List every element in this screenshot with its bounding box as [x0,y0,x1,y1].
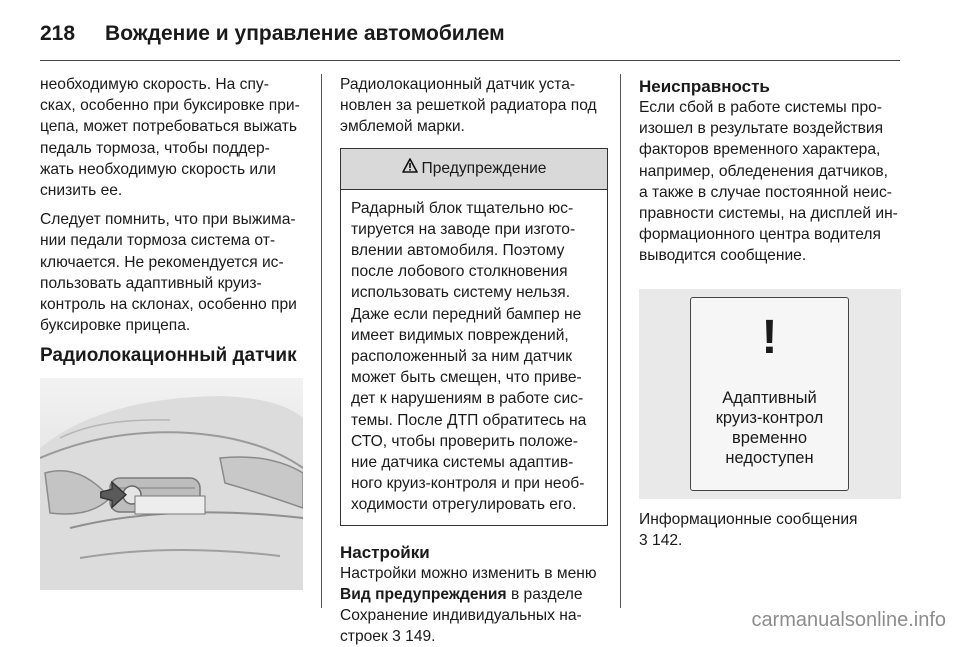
column-divider-2 [620,74,621,608]
settings-paragraph [340,563,608,647]
warning-header [341,149,607,190]
column-1 [40,74,308,590]
text-line: Сохранение индивидуальных на- [340,607,582,625]
text-line: расположенный за ним датчик [351,348,573,366]
text-line: ключается. Не рекомендуется ис- [40,253,284,271]
warning-body [341,190,607,525]
text-line: Настройки можно изменить в меню [340,564,597,582]
text-line: формационного центра водителя [639,226,881,244]
page-reference-icon[interactable]: 3 [639,531,648,549]
display-line: временно [731,428,808,447]
page-number: 218 [40,22,76,45]
page-reference[interactable]: 149. [405,628,436,646]
text-line: контроль на склонах, особенно при [40,296,297,314]
warning-triangle-icon [402,158,418,179]
text-line: факторов временного характера, [639,141,881,159]
text-line: новлен за решеткой радиатора под [340,97,597,115]
display-message-image [639,289,901,499]
text-line: сках, особенно при буксировке при- [40,97,300,115]
text-line: темы. После ДТП обратитесь на [351,411,587,429]
text-line: снизить ее. [40,182,123,200]
malfunction-paragraph [639,97,901,267]
display-line: недоступен [725,448,814,467]
column-2 [340,74,608,647]
paragraph-sensor-location [340,74,608,138]
text-line: может быть смещен, что приве- [351,369,582,387]
text-line: СТО, чтобы проверить положе- [351,432,578,450]
car-front-image [40,378,303,590]
text-line: тируется на заводе при изгото- [351,220,576,238]
text-line: например, обледенения датчиков, [639,162,889,180]
text-line: нии педали тормоза система от- [40,232,276,250]
text-line: буксировке прицепа. [40,317,191,335]
text-line: Следует помнить, что при выжима- [40,211,296,229]
menu-name[interactable]: Вид предупреждения [340,585,507,603]
text-line: строек 3 149. [340,628,436,646]
settings-heading: Настройки [340,542,430,562]
page-reference-icon[interactable]: 3 [392,628,401,646]
text-line: цепа, может потребоваться выжать [40,118,297,136]
text-line: Радиолокационный датчик уста- [340,76,576,93]
text-line: выводится сообщение. [639,247,807,265]
radar-sensor-heading: Радиолокационный датчик [40,345,297,367]
page-reference[interactable]: 142. [652,531,683,549]
page-title: Вождение и управление автомобилем [105,22,505,45]
text-line: эмблемой марки. [340,118,465,136]
text-line: ного круиз-контроля и при необ- [351,475,585,493]
warning-box [340,148,608,526]
text-line: педаль тормоза, чтобы поддер- [40,139,270,157]
text-line: использовать систему нельзя. [351,284,571,302]
paragraph-speed [40,74,308,201]
text-line: Информационные сообщения [639,510,858,528]
text-line: после лобового столкновения [351,263,568,281]
display-message [691,388,848,468]
header-divider [40,60,900,61]
malfunction-heading: Неисправность [639,77,770,96]
text-line: пользовать адаптивный круиз- [40,274,262,292]
text-line: ние датчика системы адаптив- [351,454,574,472]
text-line: изошел в результате воздействия [639,120,884,138]
display-line: Адаптивный [722,388,817,407]
page-header [40,14,900,54]
column-divider-1 [321,74,322,608]
watermark: carmanualsonline.info [751,609,946,631]
text-line: Радарный блок тщательно юс- [351,199,574,217]
text-line: а также в случае постоянной неис- [639,183,892,201]
text-line: необходимую скорость. На спу- [40,76,269,93]
text-line [639,530,901,551]
display-line: круиз-контрол [715,408,824,427]
image-caption [639,509,901,551]
text-line: жать необходимую скорость или [40,160,276,178]
text-line: Вид предупреждения в разделе [340,585,583,603]
column-3 [639,74,901,551]
warning-title: Предупреждение [421,160,547,177]
car-front-illustration [40,378,303,590]
exclamation-icon: ! [761,310,778,364]
text-line: Если сбой в работе системы про- [639,99,882,116]
text-line: ходимости отрегулировать его. [351,496,577,514]
display-frame [690,297,849,491]
text-line: дет к нарушениям в работе сис- [351,390,584,408]
text-line: имеет видимых повреждений, [351,326,569,344]
text-line: влении автомобиля. Поэтому [351,242,565,260]
text-line: правности системы, на дисплей ин- [639,205,898,223]
paragraph-brake [40,209,308,336]
text-line: Даже если передний бампер не [351,305,582,323]
